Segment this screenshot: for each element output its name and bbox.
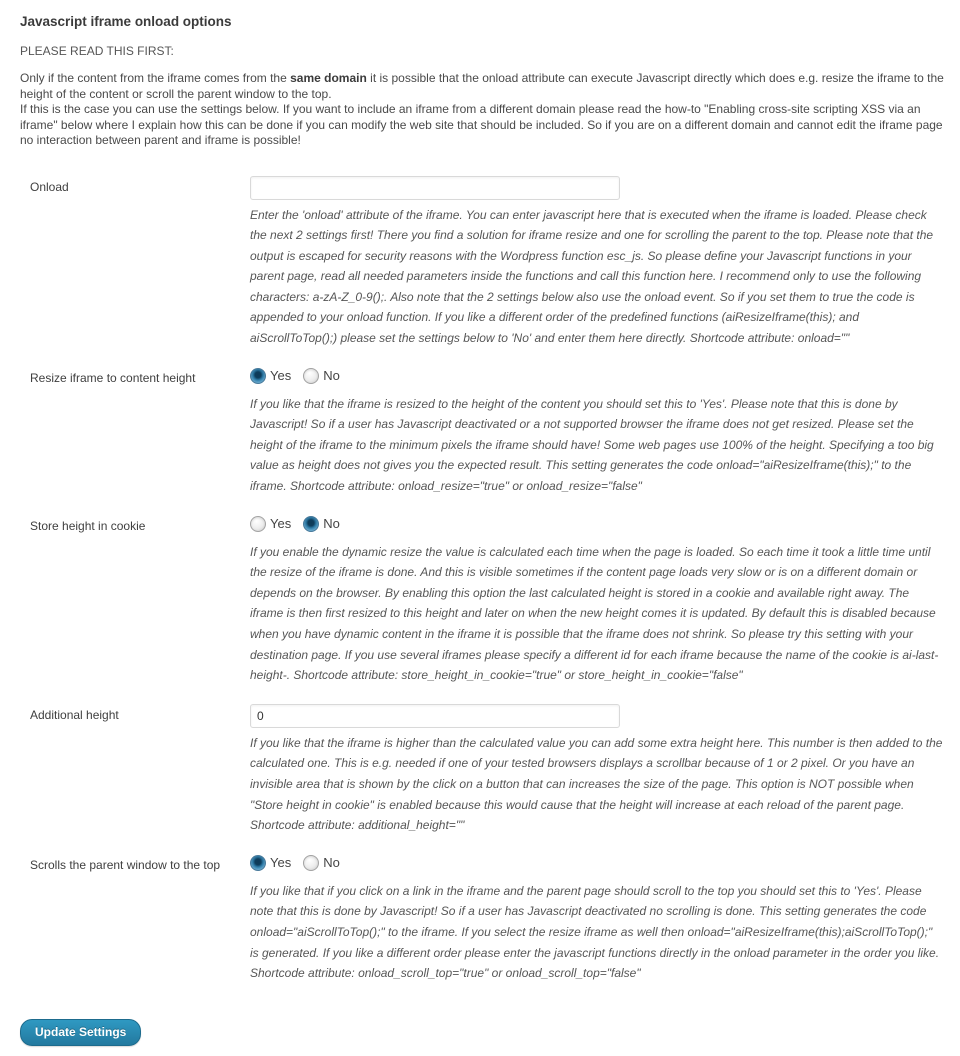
- store-height-yes-radio[interactable]: [250, 516, 266, 532]
- row-store-height-cookie: [20, 515, 945, 704]
- scroll-top-radio-group: [250, 854, 352, 872]
- resize-yes-label: Yes: [270, 368, 292, 384]
- store-height-description: If you enable the dynamic resize the value is calculated each time when the page is loaded. So each time it took a little time until the resize of the iframe is done. And this is visible sometimes if the content page loads very slow or is on a different domain or depends on the browser. By enabling this option the last calculated height is stored in a cookie and available right away. The iframe is then first resized to this height and later on when the new height comes it is updated. By default this is disabled because when you have dynamic content in the iframe it is possible that the iframe does not shrink. So please try this setting with your destination page. If you use several iframes please specify a different id for each iframe because the name of the cookie is ai-last-height-. Shortcode attribute: store_height_in_cookie="true" or store_height_in_cookie="false": [250, 544, 939, 683]
- intro-text-1: Only if the content from the iframe comes from the: [20, 71, 291, 85]
- resize-no-radio[interactable]: [303, 368, 319, 384]
- submit-row: [20, 1019, 945, 1046]
- row-scroll-parent-top: [20, 854, 945, 1002]
- resize-yes-radio[interactable]: [250, 368, 266, 384]
- scroll-top-label: Scrolls the parent window to the top: [30, 857, 221, 872]
- intro-bold-same-domain: same domain: [290, 71, 367, 85]
- resize-radio-group: [250, 367, 352, 385]
- scroll-top-no-label: No: [323, 855, 340, 871]
- additional-height-input[interactable]: [250, 704, 620, 728]
- read-first-notice: PLEASE READ THIS FIRST:: [20, 44, 174, 58]
- resize-iframe-label: Resize iframe to content height: [30, 370, 196, 385]
- store-height-no-radio[interactable]: [303, 516, 319, 532]
- onload-label: Onload: [30, 179, 69, 194]
- store-height-no-label: No: [323, 516, 340, 532]
- row-resize-iframe: [20, 367, 945, 515]
- additional-height-label: Additional height: [30, 707, 119, 722]
- update-settings-button[interactable]: Update Settings: [20, 1019, 141, 1046]
- row-additional-height: [20, 704, 945, 854]
- intro-text-3: If this is the case you can use the settings below. If you want to include an iframe from a different domain please read the how-to "Enabling cross-site scripting XSS via an iframe" below where I explain how this can be done if you can modify the web site that should be included. So if you are on a different domain and cannot edit the iframe page no interaction between parent and iframe is possible!: [20, 102, 943, 147]
- scroll-top-no-radio[interactable]: [303, 855, 319, 871]
- settings-table: [20, 176, 945, 1002]
- store-height-yes-label: Yes: [270, 516, 292, 532]
- scroll-top-yes-label: Yes: [270, 855, 292, 871]
- row-onload: [20, 176, 945, 367]
- intro-paragraph: [20, 71, 945, 149]
- scroll-top-description: If you like that if you click on a link in the iframe and the parent page should scroll to the top you should set this to 'Yes'. Please note that this is done by Javascript! So if a user has Javascript deactivated no scrolling is done. This setting generates the code onload="aiScrollToTop();" to the iframe. If you select the resize iframe as well then onload="aiResizeIframe(this);aiScrollToTop();" is generated. If you like a different order please enter the javascript functions directly in the onload parameter in the order you like. Shortcode attribute: onload_scroll_top="true" or onload_scroll_top="false": [250, 883, 940, 981]
- store-height-radio-group: [250, 515, 352, 533]
- resize-iframe-description: If you like that the iframe is resized to the height of the content you should set this to 'Yes'. Please note that this is done by Javascript! So if a user has Javascript deactivated or a not supported browser the iframe does not get resized. Please set the height of the iframe to the minimum pixels the iframe should have! Some web pages use 100% of the height. Specifying a too big value as height does not gives you the expected result. This setting generates the code onload="aiResizeIframe(this);" to the iframe. Shortcode attribute: onload_resize="true" or onload_resize="false": [250, 396, 934, 494]
- additional-height-description: If you like that the iframe is higher than the calculated value you can add some extra height here. This number is then added to the calculated one. This is e.g. needed if one of your tested browsers displays a scrollbar because of 1 or 2 pixel. Or you have an invisible area that is shown by the click on a button that can increases the size of the page. This option is NOT possible when "Store height in cookie" is enabled because this would cause that the height will increase at each reload of the parent page. Shortcode attribute: additional_height="": [250, 735, 943, 833]
- resize-no-label: No: [323, 368, 340, 384]
- onload-input[interactable]: [250, 176, 620, 200]
- onload-description: Enter the 'onload' attribute of the iframe. You can enter javascript here that is executed when the iframe is loaded. Please check the next 2 settings first! There you find a solution for iframe resize and one for scrolling the parent to the top. Please note that the output is escaped for security reasons with the Wordpress function esc_js. So please define your Javascript functions in your parent page, read all needed parameters inside the functions and call this function here. I recommend only to use the following characters: a-zA-Z_0-9();. Also note that the 2 settings below also use the onload event. So if you set them to true the code is appended to your onload function. If you like a different order of the predefined functions (aiResizeIframe(this); and aiScrollToTop();) please set the settings below to 'No' and enter them here directly. Shortcode attribute: onload="": [250, 207, 934, 346]
- store-height-label: Store height in cookie: [30, 518, 146, 533]
- intro-text-2: it is possible that the onload attribute can execute Javascript directly which does e.g. resize the iframe to the height of the content or scroll the parent window to the top.: [20, 71, 944, 101]
- scroll-top-yes-radio[interactable]: [250, 855, 266, 871]
- page-title: Javascript iframe onload options: [20, 14, 232, 29]
